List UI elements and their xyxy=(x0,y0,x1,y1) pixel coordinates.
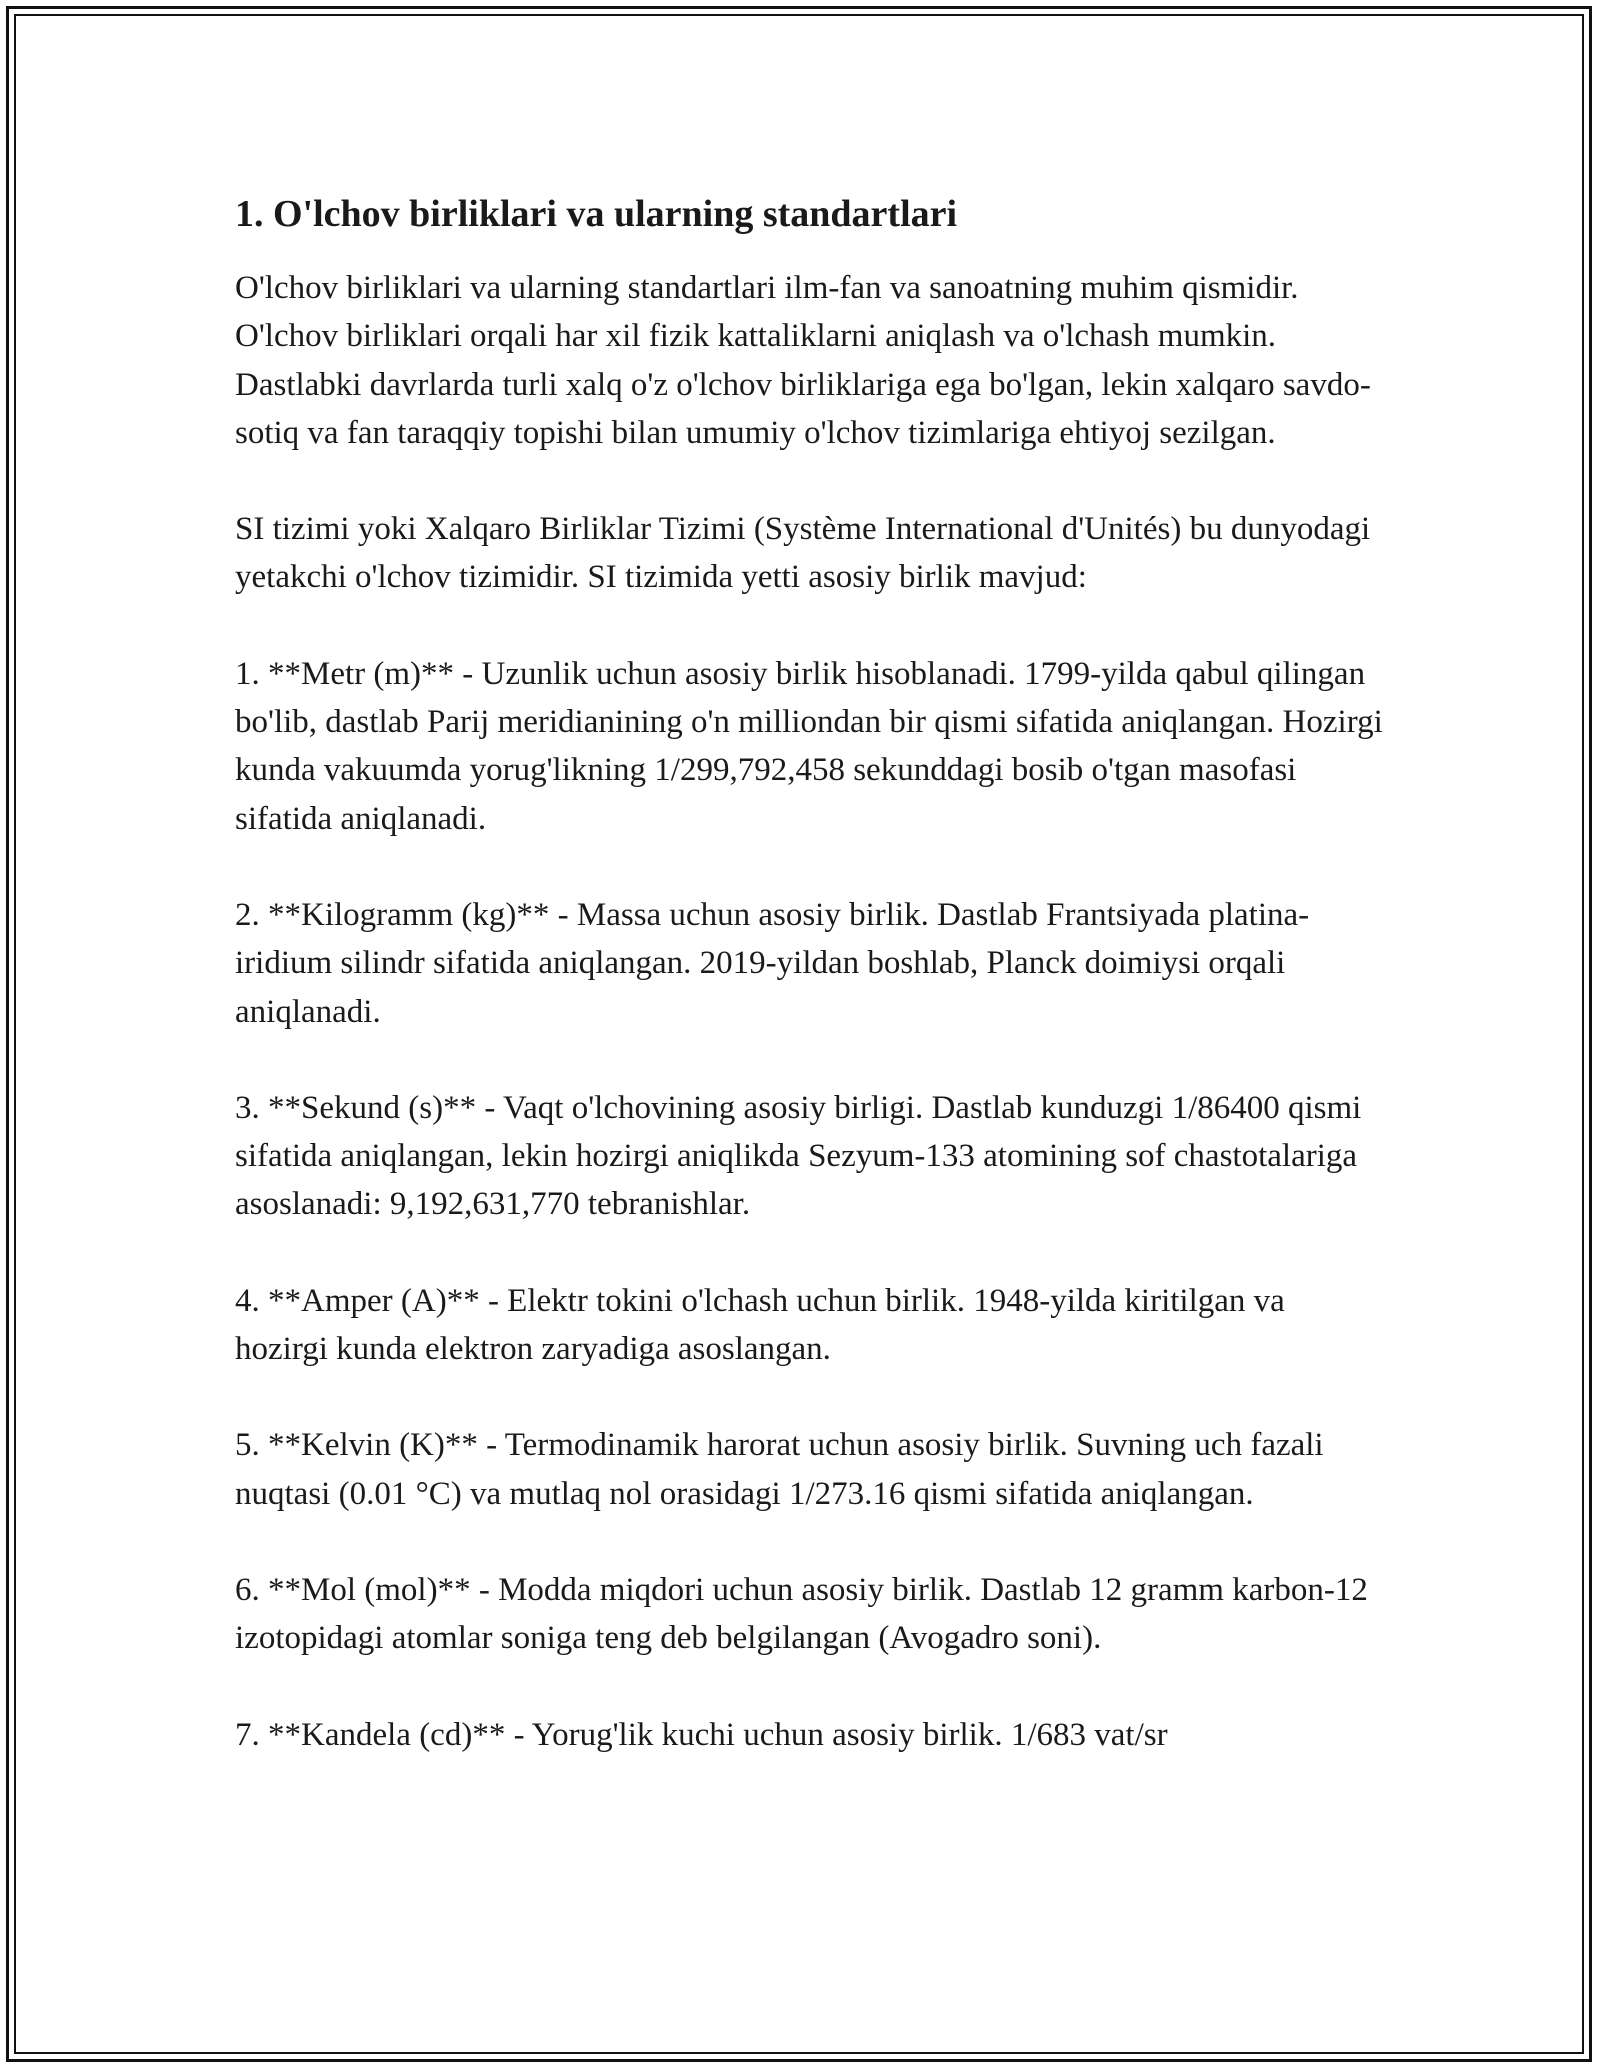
si-system-paragraph: SI tizimi yoki Xalqaro Birliklar Tizimi (Système International d'Unités) bu dunyodagi yetakchi o'lchov tizimidir. SI tizimida yetti asosiy birlik mavjud: xyxy=(235,511,1371,596)
unit-item-sekund: 3. **Sekund (s)** - Vaqt o'lchovining asosiy birligi. Dastlab kunduzgi 1/86400 qismi sifatida aniqlangan, lekin hozirgi aniqlikda Sezyum-133 atomining sof chastotalariga asoslanadi: 9,192,631,770 tebranishlar. xyxy=(235,1089,1362,1223)
unit-item-kelvin: 5. **Kelvin (K)** - Termodinamik harorat uchun asosiy birlik. Suvning uch fazali nuqtasi (0.01 °C) va mutlaq nol orasidagi 1/273.16 qismi sifatida aniqlangan. xyxy=(235,1427,1324,1512)
unit-item-kandela: 7. **Kandela (cd)** - Yorug'lik kuchi uchun asosiy birlik. 1/683 vat/sr xyxy=(235,1716,1168,1753)
document-body xyxy=(235,186,1385,1759)
unit-item-amper: 4. **Amper (A)** - Elektr tokini o'lchash uchun birlik. 1948-yilda kiritilgan va hozirgi kunda elektron zaryadiga asoslangan. xyxy=(235,1282,1285,1368)
unit-item-metr: 1. **Metr (m)** - Uzunlik uchun asosiy birlik hisoblanadi. 1799-yilda qabul qilingan bo'lib, dastlab Parij meridianining o'n milliondan bir qismi sifatida aniqlangan. Hozirgi kunda vakuumda yorug'likning 1/299,792,458 sekunddagi bosib o'tgan masofasi sifatida aniqlanadi. xyxy=(235,655,1383,837)
unit-item-kilogramm: 2. **Kilogramm (kg)** - Massa uchun asosiy birlik. Dastlab Frantsiyada platina-iridium silindr sifatida aniqlangan. 2019-yildan boshlab, Planck doimiysi orqali aniqlanadi. xyxy=(235,896,1310,1030)
section-title: 1. O'lchov birliklari va ularning standartlari xyxy=(235,193,958,235)
unit-item-mol: 6. **Mol (mol)** - Modda miqdori uchun asosiy birlik. Dastlab 12 gramm karbon-12 izotopidagi atomlar soniga teng deb belgilangan (Avogadro soni). xyxy=(235,1571,1368,1657)
intro-paragraph: O'lchov birliklari va ularning standartlari ilm-fan va sanoatning muhim qismidir. O'lchov birliklari orqali har xil fizik kattaliklarni aniqlash va o'lchash mumkin. Dastlabki davrlarda turli xalq o'z o'lchov birliklariga ega bo'lgan, lekin xalqaro savdo-sotiq va fan taraqqiy topishi bilan umumiy o'lchov tizimlariga ehtiyoj sezilgan. xyxy=(235,270,1371,451)
